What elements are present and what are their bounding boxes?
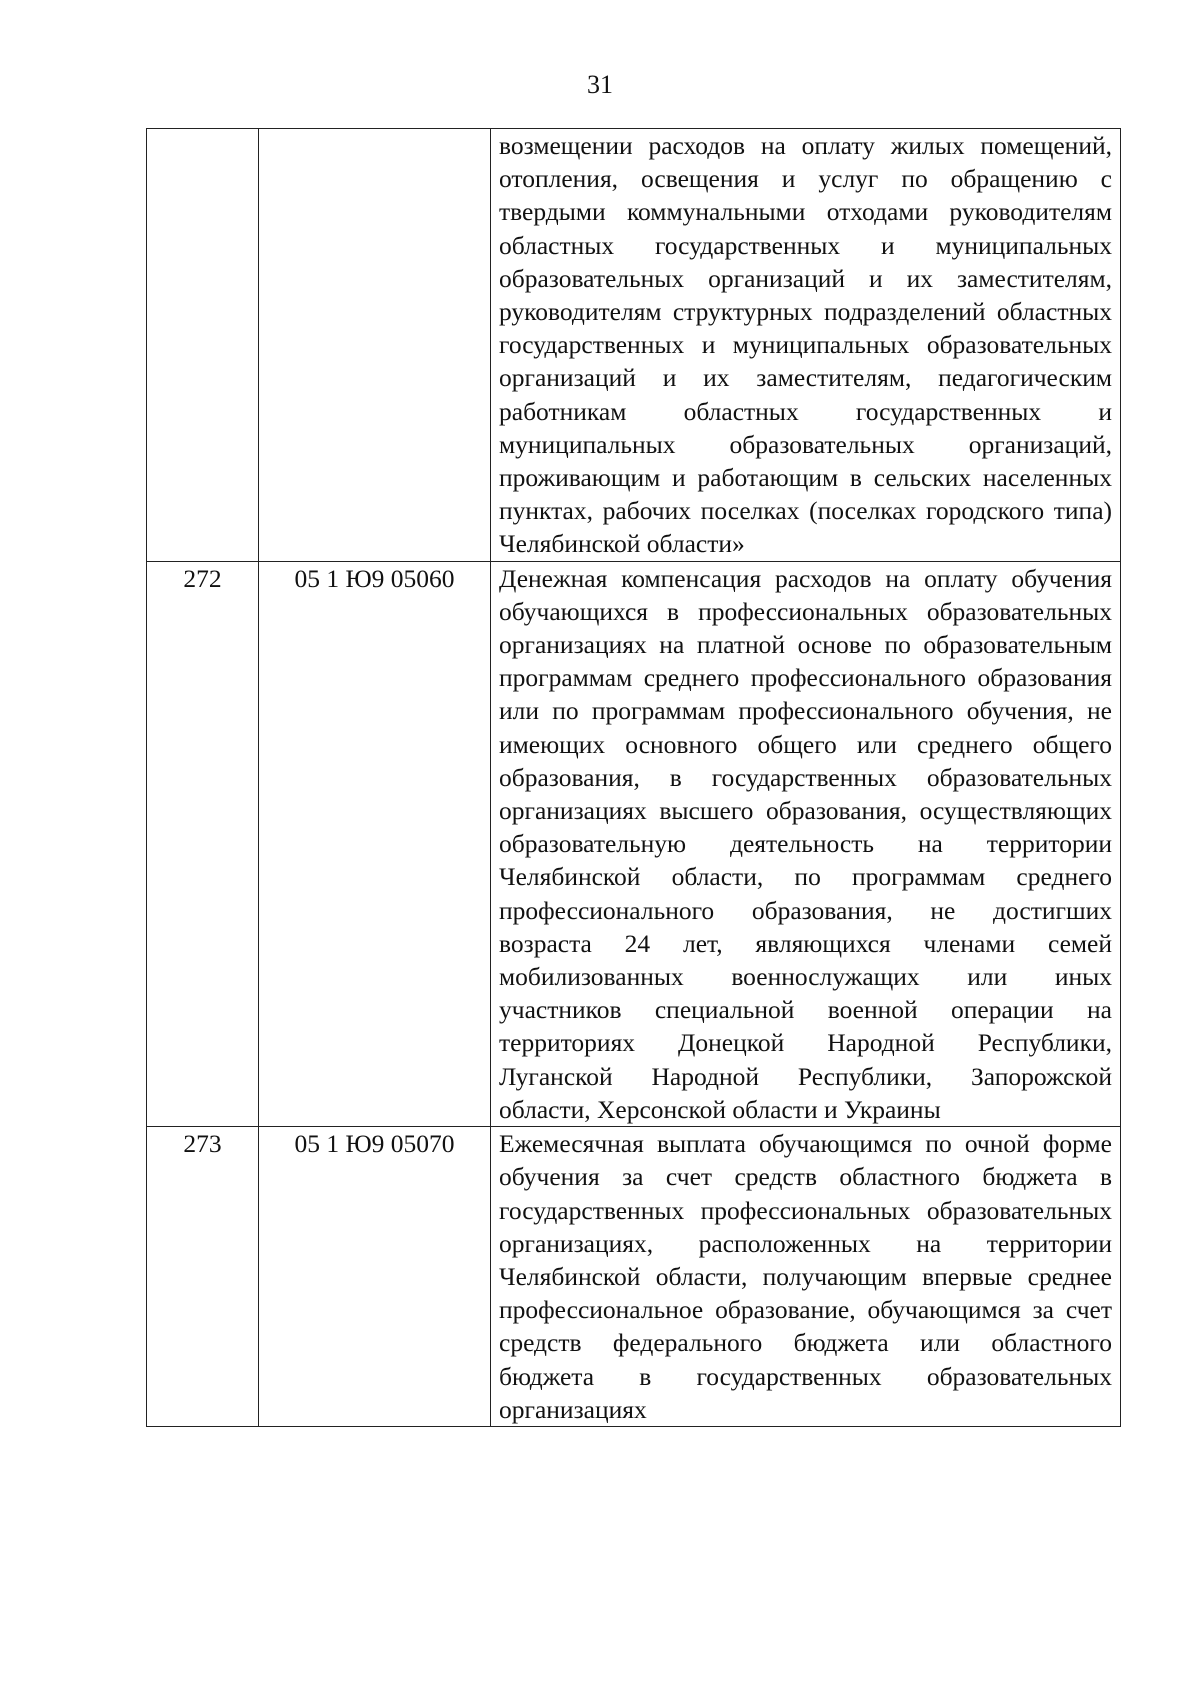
page-number: 31 xyxy=(587,70,613,99)
table-row xyxy=(147,1127,1121,1427)
budget-classification-table xyxy=(146,128,1121,1427)
row-number xyxy=(147,129,259,562)
expense-description: возмещении расходов на оплату жилых помещений, отопления, освещения и услуг по обращению с твердыми коммунальными отходами руководителям областных государственных и муниципальных образовательных организаций и их заместителям, руководителям структурных подразделений областных государственных и муниципальных образовательных организаций и их заместителям, педагогическим работникам областных государственных и муниципальных образовательных организаций, проживающим и работающим в сельских населенных пунктах, рабочих поселках (поселках городского типа) Челябинской области» xyxy=(491,129,1121,562)
target-article-code: 05 1 Ю9 05070 xyxy=(259,1127,491,1427)
table-row xyxy=(147,129,1121,562)
table-row xyxy=(147,561,1121,1126)
row-number: 273 xyxy=(147,1127,259,1427)
target-article-code xyxy=(259,129,491,562)
row-number: 272 xyxy=(147,561,259,1126)
expense-description: Денежная компенсация расходов на оплату обучения обучающихся в профессиональных образовательных организациях на платной основе по образовательным программам среднего профессионального образования или по программам профессионального обучения, не имеющих основного общего или среднего общего образования, в государственных образовательных организациях высшего образования, осуществляющих образовательную деятельность на территории Челябинской области, по программам среднего профессионального образования, не достигших возраста 24 лет, являющихся членами семей мобилизованных военнослужащих или иных участников специальной военной операции на территориях Донецкой Народной Республики, Луганской Народной Республики, Запорожской области, Херсонской области и Украины xyxy=(491,561,1121,1126)
expense-description: Ежемесячная выплата обучающимся по очной форме обучения за счет средств областного бюджета в государственных профессиональных образовательных организациях, расположенных на территории Челябинской области, получающим впервые среднее профессиональное образование, обучающимся за счет средств федерального бюджета или областного бюджета в государственных образовательных организациях xyxy=(491,1127,1121,1427)
target-article-code: 05 1 Ю9 05060 xyxy=(259,561,491,1126)
